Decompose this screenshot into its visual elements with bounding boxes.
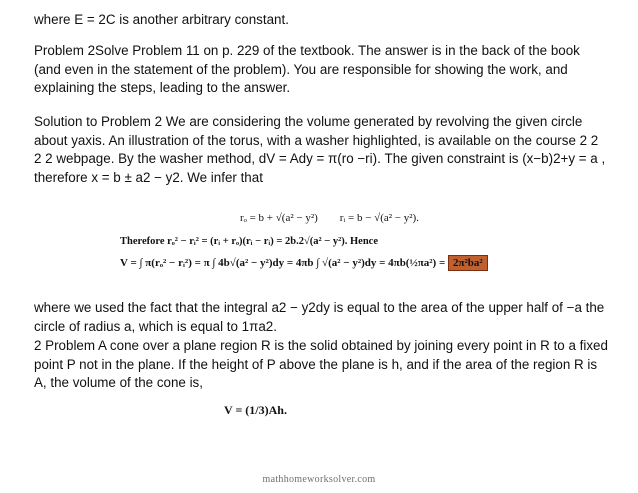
cone-definition: 2 Problem A cone over a plane region R is the solid obtained by joining every point in R to a fixed point P not in the plane. If the height of P above the plane is h, and if the area of the region R is A, the volume of the cone is, xyxy=(34,338,608,390)
volume-integral: V = ∫ π(rₒ² − rᵢ²) = π ∫ 4b√(a² − y²)dy = 4πb ∫ √(a² − y²)dy = 4πb(½πa²) = xyxy=(120,257,446,269)
integral-explanation: where we used the fact that the integral a2 − y2dy is equal to the area of the upper half of −a the circle of radius a, which is equal to 1πa2. xyxy=(34,300,605,334)
constant-note: where E = 2C is another arbitrary constant. xyxy=(34,12,289,27)
site-watermark: mathhomeworksolver.com xyxy=(262,474,376,485)
cone-volume-formula: V = (1/3)Ah. xyxy=(224,403,287,417)
volume-equation xyxy=(120,255,488,271)
inner-radius-equation: rᵢ = b − √(a² − y²). xyxy=(339,212,419,224)
problem-2-statement: Problem 2Solve Problem 11 on p. 229 of the textbook. The answer is in the back of the book (and even in the statement of the problem). You are responsible for showing the work, and explaining the steps, leading to the answer. xyxy=(34,43,580,95)
volume-result-highlight: 2π²ba² xyxy=(448,255,488,271)
radii-equations xyxy=(240,212,419,224)
outer-radius-equation: rₒ = b + √(a² − y²) xyxy=(240,212,318,224)
solution-intro: Solution to Problem 2 We are considering the volume generated by revolving the given circle about yaxis. An illustration of the torus, with a washer highlighted, is available on the course 2 2 2 2 webpage. By the washer method, dV = Ady = π(ro −ri). The given constraint is (x−b)2+y = a , therefore x = b ± a2 − y2. We infer that xyxy=(34,114,606,185)
therefore-equation: Therefore rₒ² − rᵢ² = (rᵢ + rₒ)(rᵢ − rᵢ) = 2b.2√(a² − y²). Hence xyxy=(120,236,378,247)
